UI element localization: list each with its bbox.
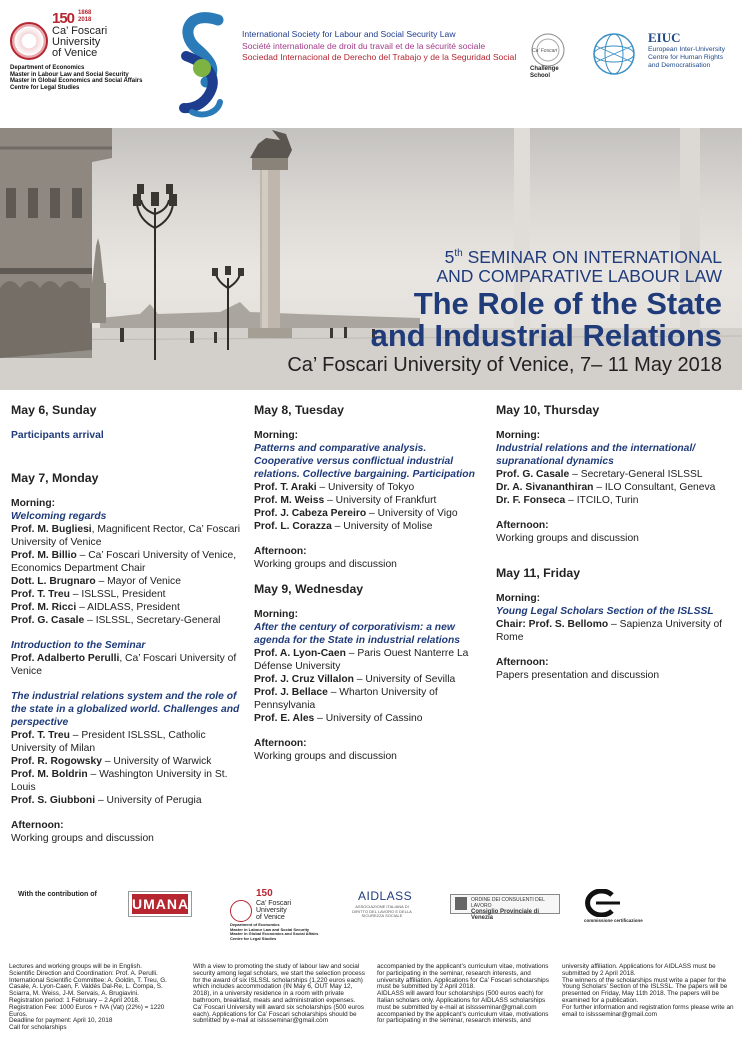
session-note: Working groups and discussion xyxy=(254,751,397,762)
session-topic: After the century of corporativism: a new agenda for the State in industrial relations xyxy=(254,622,460,646)
speaker-affiliation: – University of Molise xyxy=(331,521,433,532)
speaker-name: Dr. A. Sivananthiran xyxy=(496,482,594,493)
speaker-name: Prof. J. Cabeza Pereiro xyxy=(254,508,367,519)
speaker-name: Prof. J. Cruz Villalon xyxy=(254,674,354,685)
aidlass-logo: AIDLASS xyxy=(358,889,413,903)
program-column-3 xyxy=(496,404,728,682)
session-note: Working groups and discussion xyxy=(496,533,639,544)
contribution-label: With the contribution of xyxy=(18,891,97,898)
speaker-affiliation: – Ca’ Foscari University of Venice, Economics Department Chair xyxy=(11,550,237,574)
speaker-entry xyxy=(254,520,486,533)
day-heading: May 10, Thursday xyxy=(496,403,600,417)
speaker-affiliation: – University of Vigo xyxy=(366,508,458,519)
speaker-list xyxy=(11,523,243,627)
svg-text:Ca' Foscari: Ca' Foscari xyxy=(532,48,558,54)
speaker-entry xyxy=(254,494,486,507)
speaker-affiliation: – ISLSSL, President xyxy=(69,589,166,600)
speaker-affiliation: – Wharton University of Pennsylvania xyxy=(254,687,438,711)
speaker-list xyxy=(254,647,486,725)
speaker-entry xyxy=(254,712,486,725)
speaker-entry xyxy=(11,575,243,588)
cafoscari-anniversary: 150 1868 2018 xyxy=(52,10,92,27)
header xyxy=(0,0,742,128)
speaker-entry xyxy=(496,618,728,644)
day-heading: May 8, Tuesday xyxy=(254,403,344,417)
speaker-affiliation: – Washington University in St. Louis xyxy=(11,769,228,793)
speaker-affiliation: – Sapienza University of Rome xyxy=(496,619,723,643)
speaker-affiliation: – Paris Ouest Nanterre La Défense University xyxy=(254,648,469,672)
cafoscari-anniversary-small: 150 xyxy=(256,888,273,899)
speaker-name: Prof. Adalberto Perulli xyxy=(11,653,120,664)
day-heading: May 6, Sunday xyxy=(11,403,97,417)
speaker-name: Prof. A. Lyon-Caen xyxy=(254,648,346,659)
svg-text:Challenge: Challenge xyxy=(530,66,559,72)
speaker-name: Prof. M. Weiss xyxy=(254,495,325,506)
cafoscari-name-small: Ca’ Foscari University of Venice xyxy=(256,900,292,921)
session-label: Afternoon: xyxy=(254,738,307,749)
speaker-affiliation: – University of Perugia xyxy=(95,795,202,806)
speaker-affiliation: – University of Warwick xyxy=(101,756,212,767)
speaker-entry xyxy=(254,686,486,712)
speaker-list xyxy=(11,652,243,678)
speaker-name: Prof. T. Treu xyxy=(11,730,70,741)
day-heading: May 9, Wednesday xyxy=(254,582,364,596)
session-topic: Young Legal Scholars Section of the ISLSSL xyxy=(496,606,714,617)
speaker-name: Prof. T. Treu xyxy=(11,589,70,600)
speaker-list xyxy=(496,618,728,644)
aidlass-subtitle: ASSOCIAZIONE ITALIANA DI DIRITTO DEL LAVORO E DELLA SICUREZZA SOCIALE xyxy=(352,904,412,918)
speaker-entry xyxy=(11,614,243,627)
speaker-name: Prof. T. Araki xyxy=(254,482,317,493)
speaker-name: Prof. S. Giubboni xyxy=(11,795,96,806)
speaker-entry xyxy=(11,652,243,678)
seminar-venue-dates: Ca’ Foscari University of Venice, 7– 11 May 2018 xyxy=(287,354,722,376)
speaker-affiliation: – University of Tokyo xyxy=(316,482,415,493)
speaker-affiliation: – ITCILO, Turin xyxy=(565,495,639,506)
cafoscari-departments-small: Department of Economics Master in Labour Law and Social Security Master in Global Economics and Social Affairs Centre for Legal Studies xyxy=(230,922,319,941)
day-note: Participants arrival xyxy=(11,430,104,441)
speaker-list xyxy=(496,468,728,507)
footer-column-4: university affiliation. Applications for AIDLASS must be submitted by 2 April 2018. The winners of the scholarships must write a paper for the Young Scholars’ Section of the ISLSSL. The papers will be presented on Friday, May 11th 2018. The papers will be examined for a publication. For further information and registration forms please write an email to islssseminar@gmail.com xyxy=(562,963,734,1018)
speaker-affiliation: , Magnificent Rector, Ca’ Foscari University of Venice xyxy=(11,524,241,548)
speaker-entry xyxy=(11,523,243,549)
speaker-name: Prof. M. Boldrin xyxy=(11,769,88,780)
islssl-name: International Society for Labour and Social Security Law Société internationale de droit du travail et de la sécurité sociale Sociedad Internacional de Derecho del Trabajo y de la Seguridad Social xyxy=(242,29,517,62)
session-label: Afternoon: xyxy=(496,520,549,531)
session-label: Morning: xyxy=(496,593,541,604)
speaker-affiliation: – ILO Consultant, Geneva xyxy=(593,482,716,493)
footer-column-3: accompanied by the applicant’s curriculum vitae, motivations for participating in the seminar, research interests, and university affiliation. Applications for Ca’ Foscari scholarships must be submitted by 2 April 2018. AIDLASS will award four scholarships (500 euros each) for Italian scholars only. Applications for AIDLASS scholarships must be submitted by e-mail at islssseminar@gmail.com accompanied by the applicant’s curriculum vitae, motivations for participating in the seminar, research interests, and xyxy=(377,963,549,1025)
speaker-name: Prof. M. Billio xyxy=(11,550,77,561)
speaker-entry xyxy=(496,481,728,494)
cafoscari-seal-small-icon xyxy=(230,900,252,922)
session-topic: Industrial relations and the international/ supranational dynamics xyxy=(496,443,696,467)
session-note: Working groups and discussion xyxy=(11,833,154,844)
eiuc-title: EIUC xyxy=(648,30,681,45)
svg-text:School: School xyxy=(530,73,551,79)
speaker-name: Prof. R. Rogowsky xyxy=(11,756,102,767)
speaker-name: Dott. L. Brugnaro xyxy=(11,576,96,587)
speaker-affiliation: – University of Sevilla xyxy=(353,674,456,685)
speaker-name: Prof. E. Ales xyxy=(254,713,315,724)
speaker-entry xyxy=(11,601,243,614)
speaker-entry xyxy=(11,755,243,768)
speaker-name: Dr. F. Fonseca xyxy=(496,495,566,506)
speaker-affiliation: – University of Cassino xyxy=(314,713,423,724)
footer-column-1: Lectures and working groups will be in English. Scientific Direction and Coordination: Prof. A. Perulli. International Scientific Committee: A. Goldin, T. Treu, G. Casale, A. Lyon-Caen, F. Valdés Dal-Re, L. Compa, S. Sciarra, M. Weiss, J-M. Servais, A. Brugiavini. Registration period: 1 February – 2 April 2018. Registration Fee: 1000 Euros + IVA (Vat) (22%) = 1220 Euros. Deadline for payment: April 10, 2018 Call for scholarships xyxy=(9,963,167,1032)
speaker-affiliation: – University of Frankfurt xyxy=(324,495,437,506)
footer-column-2: With a view to promoting the study of labour law and social security among legal scholars, we start the selection process for the award of six ISLSSL scholarships (1,220 euros each) which includes accommodation (IN May 6, OUT May 12, 2018), in a university residence in a room with private bathroom, breakfast, meals and administration expenses. Ca’ Foscari University will award six scholarships (500 euros each). Applications for Ca’ Foscari scholarships should be submitted by e-mail at islssseminar@gmail.com xyxy=(193,963,365,1025)
eiuc-globe-icon xyxy=(592,32,636,76)
speaker-name: Prof. M. Bugliesi xyxy=(11,524,92,535)
speaker-affiliation: – Mayor of Venice xyxy=(95,576,181,587)
umana-logo: UMANA xyxy=(128,891,192,917)
speaker-entry xyxy=(11,729,243,755)
speaker-affiliation: – President ISLSSL, Catholic University of Milan xyxy=(11,730,206,754)
speaker-entry xyxy=(11,588,243,601)
session-label: Morning: xyxy=(254,609,299,620)
cafoscari-name: Ca’ Foscari University of Venice xyxy=(52,25,108,59)
eiuc-subtitle: European Inter-University Centre for Human Rights and Democratisation xyxy=(648,46,726,69)
speaker-entry xyxy=(254,647,486,673)
speaker-entry xyxy=(496,468,728,481)
speaker-list xyxy=(11,729,243,807)
day-heading: May 11, Friday xyxy=(496,566,581,580)
session-topic: Patterns and comparative analysis. Cooperative versus conflictual industrial relations. Collective bargaining. Participation xyxy=(254,443,475,480)
challenge-school-logo-icon xyxy=(528,30,574,80)
session-note: Papers presentation and discussion xyxy=(496,670,660,681)
speaker-affiliation: – Secretary-General ISLSSL xyxy=(569,469,703,480)
session-note: Working groups and discussion xyxy=(254,559,397,570)
speaker-entry xyxy=(496,494,728,507)
program-column-2 xyxy=(254,404,486,763)
session-label: Morning: xyxy=(496,430,541,441)
speaker-name: Prof. G. Casale xyxy=(496,469,570,480)
consulenti-emblem-icon xyxy=(455,897,467,910)
speaker-entry xyxy=(11,794,243,807)
speaker-entry xyxy=(254,507,486,520)
speaker-list xyxy=(254,481,486,533)
session-topic: Introduction to the Seminar xyxy=(11,640,146,651)
speaker-affiliation: – ISLSSL, Secretary-General xyxy=(84,615,221,626)
seminar-main-title: The Role of the State and Industrial Relations xyxy=(370,286,722,353)
speaker-name: Prof. L. Corazza xyxy=(254,521,332,532)
session-label: Afternoon: xyxy=(496,657,549,668)
commissione-certificazione-logo-icon xyxy=(582,889,622,917)
session-label: Morning: xyxy=(254,430,299,441)
commissione-certificazione-text: commissione certificazione xyxy=(584,918,643,923)
cafoscari-seal-icon xyxy=(10,22,48,60)
speaker-entry xyxy=(11,549,243,575)
speaker-affiliation: , Ca’ Foscari University of Venice xyxy=(11,653,237,677)
speaker-entry xyxy=(254,481,486,494)
speaker-name: Prof. G. Casale xyxy=(11,615,85,626)
cafoscari-departments: Department of Economics Master in Labour Law and Social Security Master in Global Economics and Social Affairs Centre for Legal Studies xyxy=(10,65,143,91)
hero-banner xyxy=(0,128,742,390)
islssl-logo-icon xyxy=(178,12,226,120)
session-topic: Welcoming regards xyxy=(11,511,107,522)
program-column-1 xyxy=(11,404,243,845)
session-topic: The industrial relations system and the role of the state in a globalized world. Challenges and perspective xyxy=(11,691,240,728)
consulenti-lavoro-logo: ORDINE DEI CONSULENTI DEL LAVORO Consiglio Provinciale di Venezia xyxy=(450,894,560,914)
speaker-name: Prof. M. Ricci xyxy=(11,602,77,613)
session-label: Afternoon: xyxy=(11,820,64,831)
speaker-entry xyxy=(11,768,243,794)
speaker-entry xyxy=(254,673,486,686)
speaker-name: Chair: Prof. S. Bellomo xyxy=(496,619,609,630)
speaker-name: Prof. J. Bellace xyxy=(254,687,328,698)
speaker-affiliation: – AIDLASS, President xyxy=(76,602,180,613)
seminar-edition-heading: 5th SEMINAR ON INTERNATIONAL AND COMPARATIVE LABOUR LAW xyxy=(436,246,722,286)
session-label: Morning: xyxy=(11,498,56,509)
session-label: Afternoon: xyxy=(254,546,307,557)
day-heading: May 7, Monday xyxy=(11,471,99,485)
